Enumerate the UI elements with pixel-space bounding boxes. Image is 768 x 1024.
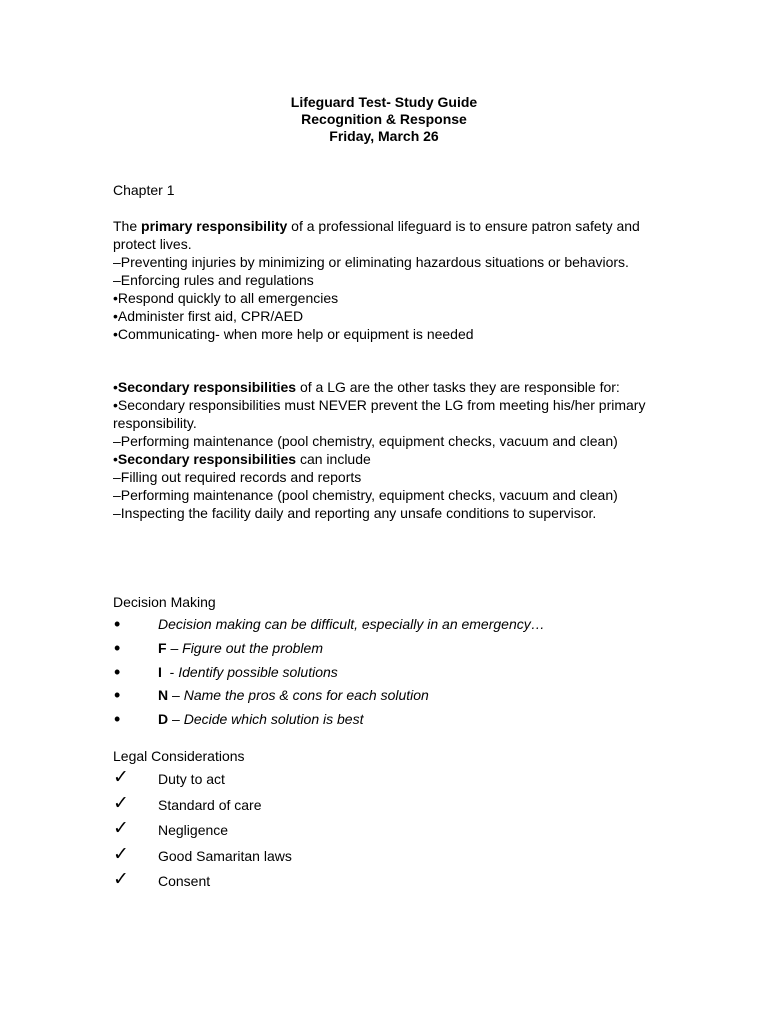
bullet-icon: • (114, 709, 121, 729)
secondary-include-bold: Secondary responsibilities (117, 451, 297, 467)
primary-item: •Respond quickly to all emergencies (113, 290, 339, 306)
secondary-intro-bold: Secondary responsibilities (117, 379, 297, 395)
legal-item (113, 817, 673, 846)
primary-item: –Enforcing rules and regulations (113, 272, 314, 288)
bullet-icon: • (114, 685, 121, 706)
secondary-include (113, 450, 673, 468)
primary-item: •Administer first aid, CPR/AED (113, 308, 304, 324)
checkmark-icon: ✓ (113, 817, 129, 839)
step-separator: - (161, 663, 179, 680)
legal-item-text: Good Samaritan laws (158, 847, 292, 864)
legal-item (113, 842, 673, 872)
document-title: Lifeguard Test- Study Guide (290, 94, 478, 110)
step-text: Decide which solution is best (183, 711, 364, 727)
secondary-bullet: • (113, 451, 118, 467)
primary-responsibility-section (113, 217, 673, 343)
step-text: Name the pros & cons for each solution (183, 687, 429, 704)
primary-item: •Communicating- when more help or equipment is needed (113, 326, 474, 342)
legal-item-text: Standard of care (158, 796, 262, 813)
step-letter: D (158, 711, 169, 727)
step-separator: – (168, 687, 184, 704)
legal-item (113, 868, 673, 897)
secondary-line: •Secondary responsibilities must NEVER prevent the LG from meeting his/her primary responsibility. (113, 397, 646, 431)
legal-considerations-list (113, 766, 673, 897)
decision-making-list (113, 614, 673, 733)
step-text: Identify possible solutions (178, 663, 338, 680)
bullet-icon: • (114, 637, 121, 658)
legal-considerations-heading (113, 747, 673, 765)
decision-step-item (113, 662, 673, 686)
primary-intro-post: of a professional lifeguard is to ensure patron safety and protect lives. (113, 218, 640, 252)
legal-heading: Legal Considerations (113, 748, 245, 764)
legal-item-text: Consent (158, 873, 211, 889)
checkmark-icon: ✓ (113, 842, 129, 865)
primary-item: –Preventing injuries by minimizing or eliminating hazardous situations or behaviors. (113, 254, 629, 270)
decision-heading: Decision Making (113, 594, 216, 610)
secondary-include-post: can include (296, 451, 371, 467)
step-letter: I (158, 663, 162, 680)
step-separator: – (168, 711, 184, 727)
checkmark-icon: ✓ (113, 791, 129, 814)
decision-intro-text: Decision making can be difficult, especially in an emergency… (158, 616, 545, 632)
chapter-heading (113, 181, 673, 199)
step-letter: N (158, 687, 169, 704)
secondary-bullet: • (113, 379, 118, 395)
primary-intro-pre: The (113, 218, 142, 234)
decision-step-item (113, 709, 673, 733)
legal-item-text: Negligence (158, 822, 229, 838)
legal-item (113, 766, 673, 795)
checkmark-icon: ✓ (113, 868, 129, 890)
chapter-label: Chapter 1 (113, 182, 175, 198)
secondary-line: –Performing maintenance (pool chemistry, equipment checks, vacuum and clean) (113, 433, 618, 449)
legal-item (113, 791, 673, 821)
secondary-line: –Inspecting the facility daily and reporting any unsafe conditions to supervisor. (113, 505, 597, 521)
step-separator: – (166, 639, 183, 656)
primary-intro-bold: primary responsibility (141, 218, 288, 234)
secondary-line: –Filling out required records and reports (113, 469, 362, 485)
secondary-intro-post: of a LG are the other tasks they are responsible for: (296, 379, 620, 395)
secondary-line: –Performing maintenance (pool chemistry, equipment checks, vacuum and clean) (113, 487, 618, 503)
step-letter: F (158, 639, 167, 656)
decision-step-item (113, 638, 673, 662)
legal-item-text: Duty to act (158, 771, 225, 787)
secondary-intro (113, 378, 673, 396)
secondary-responsibility-section (113, 378, 673, 522)
document-date: Friday, March 26 (329, 128, 439, 144)
bullet-icon: • (114, 661, 121, 682)
decision-step-item (113, 685, 673, 709)
decision-making-heading (113, 593, 673, 611)
checkmark-icon: ✓ (113, 766, 129, 788)
step-text: Figure out the problem (182, 639, 323, 656)
primary-intro (113, 217, 673, 253)
bullet-icon: • (114, 614, 121, 634)
document-subtitle: Recognition & Response (301, 111, 467, 127)
document-header (0, 94, 768, 145)
decision-intro-item (113, 614, 673, 638)
